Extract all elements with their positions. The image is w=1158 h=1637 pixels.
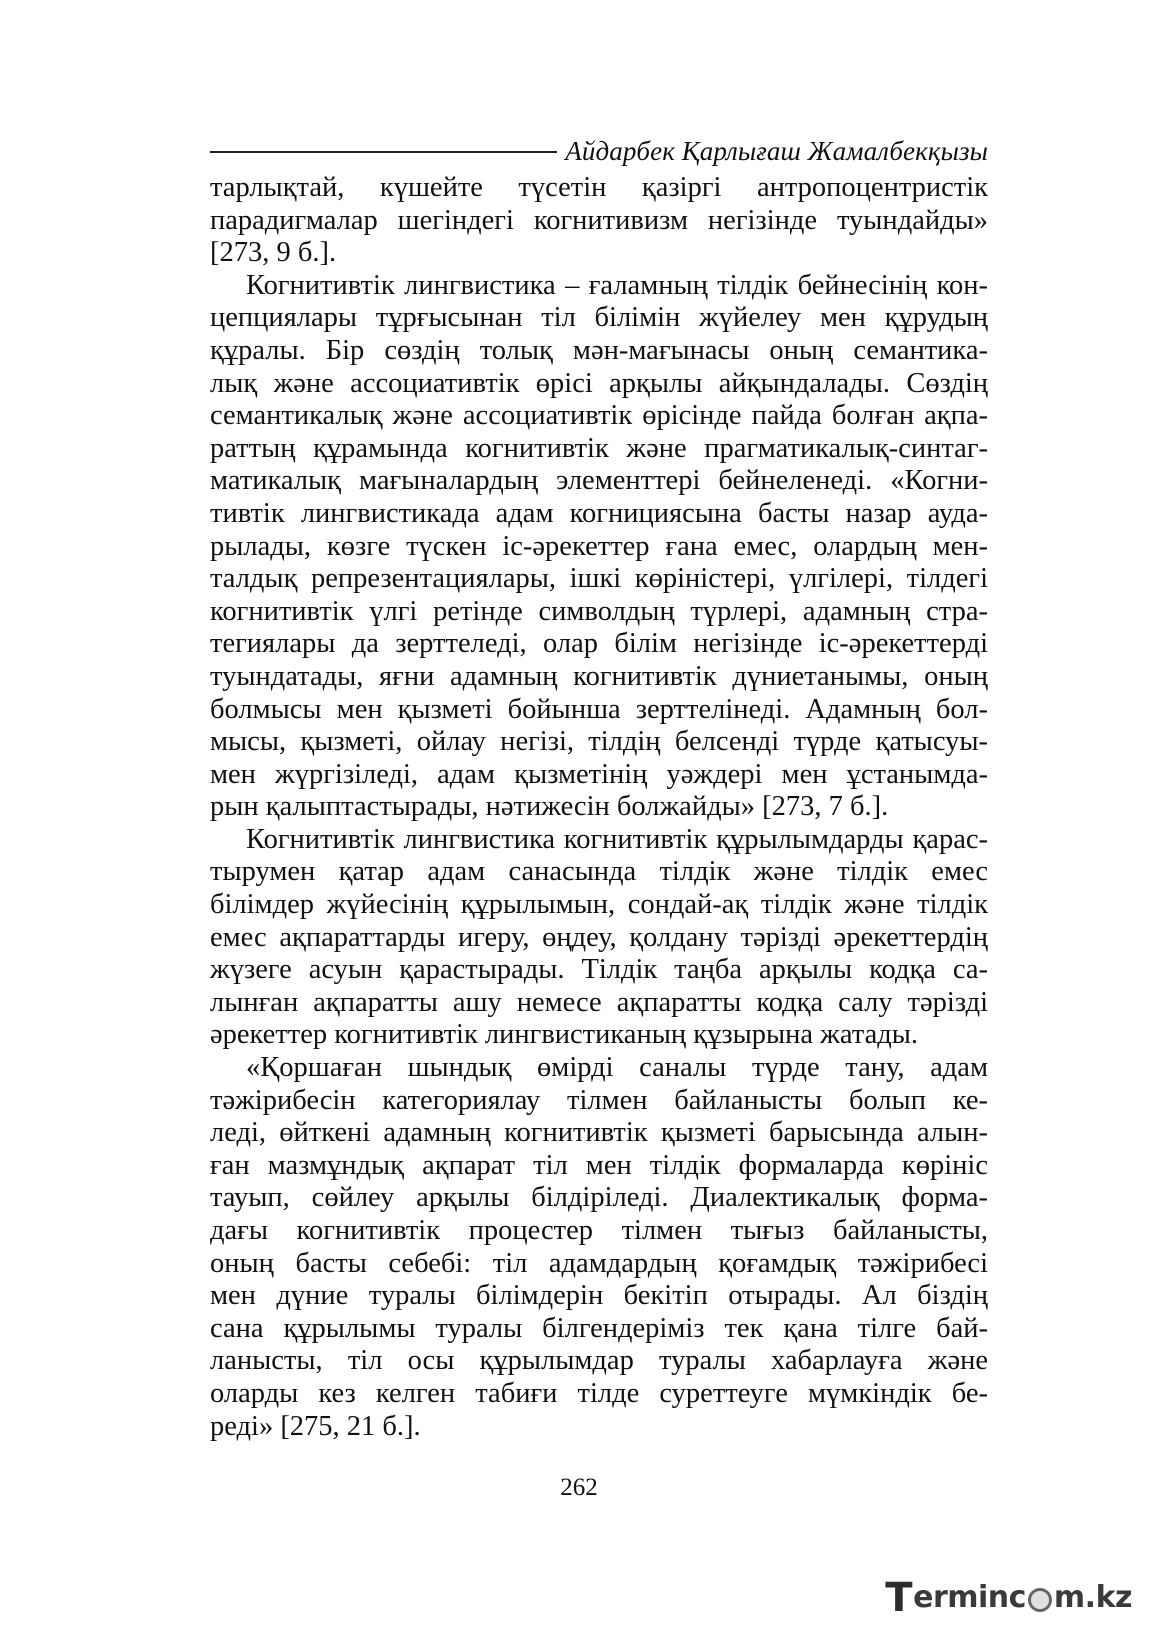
text-line: цепциялары тұрғысынан тіл білімін жүйелеу мен құрудың [210, 302, 988, 334]
page-number: 262 [560, 1474, 598, 1501]
text-line: когнитивтік үлгі ретінде символдың түрлері, адамның стра- [210, 595, 988, 627]
text-line: болмысы мен қызметі бойынша зерттелінеді. Адамның бол- [210, 693, 988, 725]
text-line: құралы. Бір сөздің толық мән-мағынасы оның семантика- [210, 334, 988, 366]
header-author: Айдарбек Қарлығаш Жамалбекқызы [565, 135, 988, 166]
text-line: оның басты себебі: тіл адамдардың қоғамдық тәжірибесі [210, 1247, 988, 1279]
watermark-text-end: m.kz [1053, 1580, 1132, 1615]
text-line: рылады, көзге түскен іс-әрекеттер ғана емес, олардың мен- [210, 530, 988, 562]
text-line: талдық репрезентациялары, ішкі көріністері, үлгілері, тілдегі [210, 563, 988, 595]
text-line: [273, 9 б.]. [210, 237, 337, 269]
text-line: Когнитивтік лингвистика когнитивтік құрылымдарды қарас- [246, 823, 988, 855]
text-line: ланысты, тіл осы құрылымдар туралы хабарлауға және [210, 1345, 988, 1377]
text-line: білімдер жүйесінің құрылымын, сондай-ақ тілдік және тілдік [210, 889, 988, 921]
header-rule [210, 151, 557, 153]
text-line: тарлықтай, күшейте түсетін қазіргі антропоцентристік [210, 172, 988, 203]
text-line: мен дүние туралы білімдерін бекітіп отырады. Ал біздің [210, 1280, 988, 1312]
text-line: жүзеге асуын қарастырады. Тілдік таңба арқылы кодқа са- [210, 954, 988, 986]
text-line: туындатады, яғни адамның когнитивтік дүниетанымы, оның [210, 660, 988, 692]
text-line: семантикалық және ассоциативтік өрісінде пайда болған ақпа- [210, 400, 988, 432]
text-line: рын қалыптастырады, нәтижесін болжайды» [273, 7 б.]. [210, 791, 889, 823]
text-line: тивтік лингвистикада адам когнициясына басты назар ауда- [210, 497, 988, 529]
text-line: тырумен қатар адам санасында тілдік және тілдік емес [210, 856, 988, 888]
text-line: тауып, сөйлеу арқылы білдіріледі. Диалектикалық форма- [210, 1182, 988, 1214]
text-line: парадигмалар шегіндегі когнитивизм негізінде туындайды» [210, 204, 988, 236]
text-line: реді» [275, 21 б.]. [210, 1410, 421, 1442]
text-line: мысы, қызметі, ойлау негізі, тілдің белсенді түрде қатысуы- [210, 726, 988, 758]
text-line: әрекеттер когнитивтік лингвистиканың құзырына жатады. [210, 1019, 918, 1051]
watermark-globe-icon [1028, 1588, 1052, 1612]
text-line: ған мазмұндық ақпарат тіл мен тілдік формаларда көрініс [210, 1149, 988, 1181]
text-line: емес ақпараттарды игеру, өңдеу, қолдану тәрізді әрекеттердің [210, 921, 988, 953]
text-line: дағы когнитивтік процестер тілмен тығыз байланысты, [210, 1215, 988, 1246]
text-line: леді, өйткені адамның когнитивтік қызметі барысында алын- [210, 1117, 988, 1149]
text-line: лық және ассоциативтік өрісі арқылы айқындалады. Сөздің [210, 367, 988, 399]
text-line: мен жүргізіледі, адам қызметінің уәждері мен ұстанымда- [210, 758, 988, 790]
running-header [210, 133, 988, 169]
watermark-text-start: erminc [913, 1580, 1026, 1615]
watermark-logo [885, 1575, 1132, 1621]
text-line: тегиялары да зерттеледі, олар білім негізінде іс-әрекеттерді [210, 628, 988, 660]
text-line: сана құрылымы туралы білгендеріміз тек қана тілге бай- [210, 1312, 988, 1344]
text-line: «Қоршаған шындық өмірді саналы түрде тану, адам [246, 1052, 988, 1084]
text-line: оларды кез келген табиғи тілде суреттеуге мүмкіндік бе- [210, 1377, 988, 1409]
text-line: раттың құрамында когнитивтік және прагматикалық-синтаг- [210, 432, 988, 464]
text-line: матикалық мағыналардың элементтері бейнеленеді. «Когни- [210, 465, 988, 497]
watermark-t-glyph: T [885, 1575, 913, 1621]
text-line: лынған ақпаратты ашу немесе ақпаратты кодқа салу тәрізді [210, 986, 988, 1018]
text-line: тәжірибесін категориялау тілмен байланысты болып ке- [210, 1084, 988, 1116]
page-body [210, 172, 988, 1443]
text-line: Когнитивтік лингвистика – ғаламның тілдік бейнесінің кон- [246, 269, 988, 301]
